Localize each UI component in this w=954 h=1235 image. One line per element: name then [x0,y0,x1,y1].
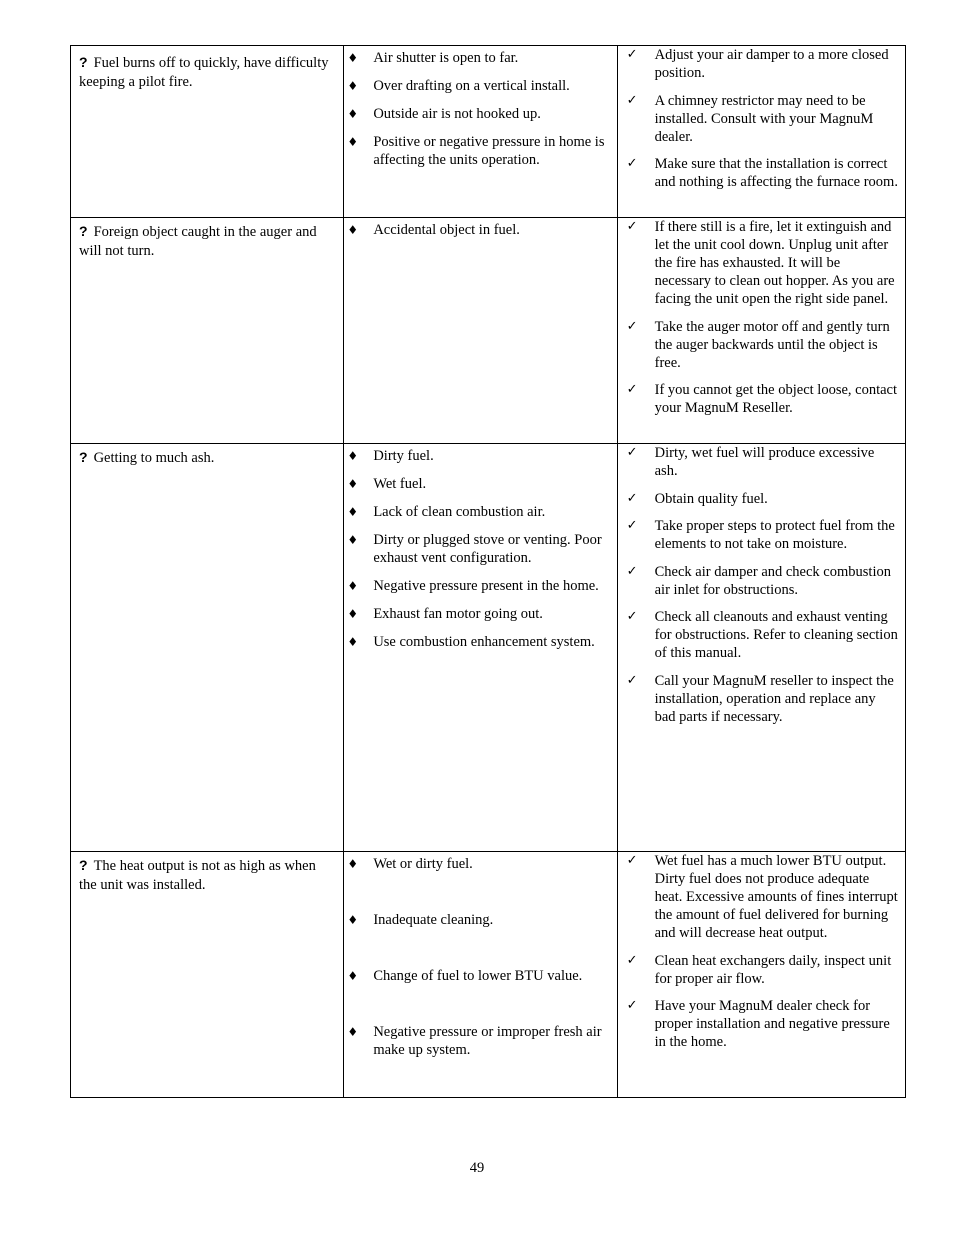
remedies-cell [617,444,905,852]
cause-text: Lack of clean combustion air. [373,504,546,520]
checkmark-icon: ✓ [626,853,638,868]
causes-cell [344,218,617,444]
list-item [344,49,616,67]
list-item [618,563,905,599]
cause-text: Exhaust fan motor going out. [373,606,543,622]
remedy-text: Adjust your air damper to a more closed position. [654,47,889,81]
problem-cell [71,444,344,852]
checkmark-icon: ✓ [626,219,638,234]
problem-cell [71,218,344,444]
question-icon: ? [79,223,88,239]
problem-text: Getting to much ash. [93,450,215,466]
question-icon: ? [79,54,88,70]
checkmark-icon: ✓ [626,490,638,506]
list-item [344,447,616,465]
diamond-bullet-icon: ♦ [347,79,359,93]
diamond-bullet-icon: ♦ [347,1025,359,1039]
cause-text: Inadequate cleaning. [373,912,494,928]
list-item [344,503,616,521]
diamond-bullet-icon: ♦ [347,107,359,121]
diamond-bullet-icon: ♦ [347,533,359,547]
diamond-bullet-icon: ♦ [347,135,359,149]
diamond-bullet-icon: ♦ [347,857,359,871]
list-item [618,155,905,191]
remedy-text: A chimney restrictor may need to be installed. Consult with your MagnuM dealer. [654,92,874,145]
question-icon: ? [79,857,88,873]
checkmark-icon: ✓ [626,672,638,688]
list-item [618,381,905,417]
remedy-text: Take the auger motor off and gently turn the auger backwards until the object is free. [654,318,890,371]
list-item [618,92,905,146]
diamond-bullet-icon: ♦ [347,607,359,621]
list-item [344,531,616,567]
remedy-text: Obtain quality fuel. [654,490,768,507]
cause-text: Positive or negative pressure in home is affecting the units operation. [373,134,605,168]
diamond-bullet-icon: ♦ [347,579,359,593]
cause-text: Over drafting on a vertical install. [373,78,570,94]
problem-text: Foreign object caught in the auger and will not turn. [79,224,317,259]
checkmark-icon: ✓ [626,156,638,171]
checkmark-icon: ✓ [626,518,638,533]
table-row [71,46,906,218]
checkmark-icon: ✓ [626,445,638,460]
problem-cell [71,46,344,218]
cause-text: Wet fuel. [373,476,427,492]
diamond-bullet-icon: ♦ [347,223,359,237]
list-item [618,672,905,726]
list-item [344,577,616,595]
diamond-bullet-icon: ♦ [347,477,359,491]
checkmark-icon: ✓ [626,92,638,108]
cause-text: Wet or dirty fuel. [373,856,473,872]
checkmark-icon: ✓ [626,998,638,1013]
checkmark-icon: ✓ [626,47,638,62]
problem-text: Fuel burns off to quickly, have difficulty keeping a pilot fire. [79,55,329,90]
remedies-cell [617,218,905,444]
list-item [618,46,905,82]
remedy-text: Have your MagnuM dealer check for proper installation and negative pressure in the home. [654,998,890,1050]
remedy-text: Check air damper and check combustion air inlet for obstructions. [654,563,891,598]
cause-text: Use combustion enhancement system. [373,634,595,650]
list-item [344,77,616,95]
cause-text: Change of fuel to lower BTU value. [373,968,583,984]
diamond-bullet-icon: ♦ [347,635,359,649]
list-item [344,1023,616,1059]
remedy-text: If you cannot get the object loose, contact your MagnuM Reseller. [654,382,898,416]
cause-text: Dirty or plugged stove or venting. Poor exhaust vent configuration. [373,532,602,566]
remedy-text: If there still is a fire, let it extinguish and let the unit cool down. Unplug unit after the fire has exhausted. It will be necessary to clean out hopper. As you are facing the unit open the right side panel. [654,219,895,307]
remedies-cell [617,852,905,1098]
list-item [618,318,905,372]
cause-text: Air shutter is open to far. [373,50,519,66]
diamond-bullet-icon: ♦ [347,505,359,519]
troubleshooting-table [70,45,906,1098]
list-item [618,490,905,508]
list-item [344,133,616,169]
causes-cell [344,444,617,852]
checkmark-icon: ✓ [626,952,638,968]
list-item [344,911,616,929]
remedies-cell [617,46,905,218]
list-item [618,997,905,1051]
remedy-text: Make sure that the installation is correct and nothing is affecting the furnace room. [654,156,898,190]
causes-cell [344,852,617,1098]
list-item [618,218,905,308]
checkmark-icon: ✓ [626,382,638,397]
cause-text: Dirty fuel. [373,448,434,464]
diamond-bullet-icon: ♦ [347,51,359,65]
list-item [344,475,616,493]
table-row [71,852,906,1098]
checkmark-icon: ✓ [626,609,638,624]
remedy-text: Clean heat exchangers daily, inspect unit for proper air flow. [654,952,892,987]
cause-text: Accidental object in fuel. [373,222,520,238]
cause-text: Negative pressure or improper fresh air make up system. [373,1024,602,1058]
question-icon: ? [79,449,88,465]
list-item [344,605,616,623]
list-item [618,852,905,942]
list-item [618,952,905,988]
list-item [344,967,616,985]
table-row [71,444,906,852]
list-item [344,221,616,239]
cause-text: Negative pressure present in the home. [373,578,599,594]
checkmark-icon: ✓ [626,563,638,579]
remedy-text: Dirty, wet fuel will produce excessive ash. [654,445,875,479]
list-item [344,633,616,651]
problem-text: The heat output is not as high as when the unit was installed. [79,858,316,893]
diamond-bullet-icon: ♦ [347,449,359,463]
causes-cell [344,46,617,218]
table-row [71,218,906,444]
list-item [344,855,616,873]
diamond-bullet-icon: ♦ [347,913,359,927]
remedy-text: Call your MagnuM reseller to inspect the installation, operation and replace any bad parts if necessary. [654,672,894,725]
list-item [618,517,905,553]
remedy-text: Take proper steps to protect fuel from the elements to not take on moisture. [654,518,895,552]
cause-text: Outside air is not hooked up. [373,106,541,122]
remedy-text: Wet fuel has a much lower BTU output. Dirty fuel does not produce adequate heat. Excessive amounts of fines interrupt the amount of fuel delivered for burning and will decrease heat output. [654,853,898,941]
diamond-bullet-icon: ♦ [347,969,359,983]
checkmark-icon: ✓ [626,318,638,334]
list-item [618,444,905,480]
problem-cell [71,852,344,1098]
list-item [618,608,905,662]
list-item [344,105,616,123]
remedy-text: Check all cleanouts and exhaust venting for obstructions. Refer to cleaning section of this manual. [654,609,898,661]
page-number: 49 [469,1160,485,1176]
